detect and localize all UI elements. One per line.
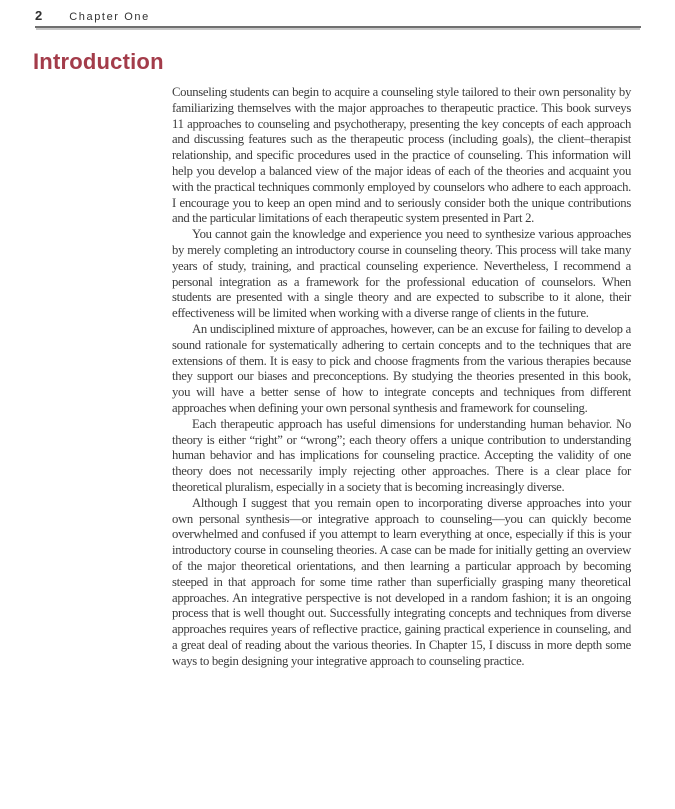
paragraph: You cannot gain the knowledge and experience you need to synthesize various approaches by merely completing an introductory course in counseling theory. This process will take many years of study, training, and practical counseling experience. Nevertheless, I recommend a personal integration as a framework for the professional education of counselors. When students are presented with a single theory and are expected to subscribe to it alone, their effectiveness will be limited when working with a diverse range of clients in the future.	[172, 227, 631, 321]
body-text	[172, 85, 631, 669]
paragraph: Each therapeutic approach has useful dimensions for understanding human behavior. No theory is either “right” or “wrong”; each theory offers a unique contribution to understanding human behavior and has implications for counseling practice. Accepting the validity of one theory does not necessarily imply rejecting other approaches. There is a clear place for theoretical pluralism, especially in a society that is becoming increasingly diverse.	[172, 416, 631, 494]
page-number: 2	[35, 8, 43, 23]
chapter-title: Chapter One	[69, 11, 150, 23]
page-title: Introduction	[33, 49, 164, 74]
paragraph: An undisciplined mixture of approaches, however, can be an excuse for failing to develop a sound rationale for systematically adhering to certain concepts and to the techniques that are extensions of them. It is easy to pick and choose fragments from the various therapies because they support our biases and preconceptions. By studying the theories presented in this book, you will have a better sense of how to integrate concepts and techniques from different approaches when defining your own personal synthesis and framework for counseling.	[172, 321, 631, 415]
paragraph: Although I suggest that you remain open to incorporating diverse approaches into your own personal synthesis—or integrative approach to counseling—you can quickly become overwhelmed and confused if you attempt to learn everything at once, especially if this is your introductory course in counseling theories. A case can be made for initially getting an overview of the major theoretical orientations, and then learning a particular approach by becoming steeped in that approach for some time rather than superficially grasping many theoretical approaches. An integrative perspective is not developed in a random fashion; it is an ongoing process that is well thought out. Successfully integrating concepts and techniques from diverse approaches requires years of reflective practice, gaining practical experience in counseling, and a great deal of reading about the various theories. In Chapter 15, I discuss in more depth some ways to begin designing your integrative approach to counseling practice.	[172, 495, 631, 668]
paragraph: Counseling students can begin to acquire a counseling style tailored to their own personality by familiarizing themselves with the major approaches to therapeutic practice. This book surveys 11 approaches to counseling and psychotherapy, presenting the key concepts of each approach and discussing features such as the therapeutic process (including goals), the client–therapist relationship, and specific procedures used in the practice of counseling. This information will help you develop a balanced view of the major ideas of each of the theories and acquaint you with the practical techniques commonly employed by counselors who adhere to each approach. I encourage you to keep an open mind and to seriously consider both the unique contributions and the particular limitations of each therapeutic system presented in Part 2.	[172, 85, 631, 226]
running-head	[35, 8, 641, 28]
